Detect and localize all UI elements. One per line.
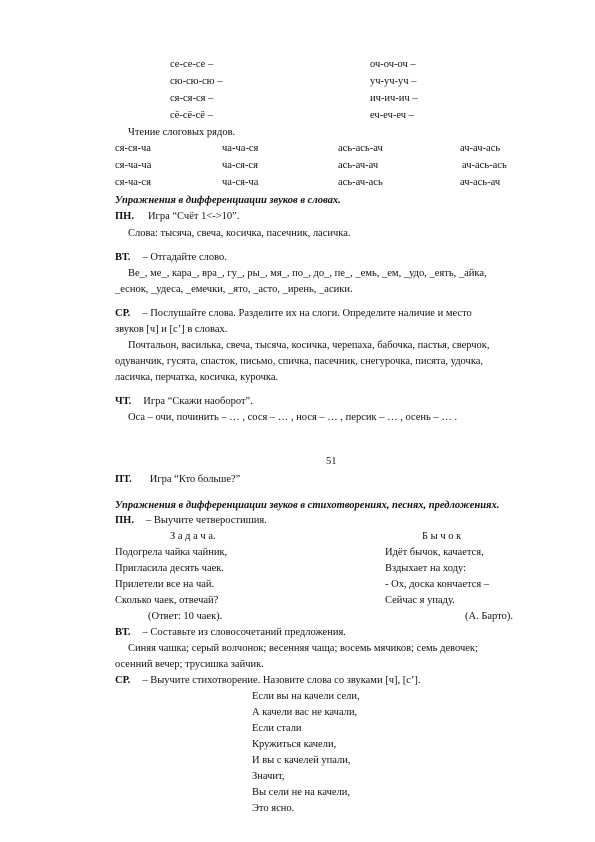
day-label: ВТ.	[115, 252, 131, 263]
task-text: – Выучите стихотворение. Назовите слова со звуками [ч], [с’].	[142, 675, 421, 686]
day-label: ВТ.	[115, 627, 131, 638]
poem-line: Вздыхает на ходу:	[385, 563, 467, 574]
day-cht	[115, 395, 253, 409]
task-text: Игра “Кто больше?”	[149, 474, 241, 485]
task-text: звуков [ч] и [с’] в словах.	[115, 324, 228, 335]
poem-title-right: Б ы ч о к	[422, 531, 462, 542]
syllable-right-2: уч-уч-уч –	[370, 76, 417, 87]
task-line: Синяя чашка; серый волчонок; весенняя чаща; восемь мячиков; семь девочек;	[128, 643, 478, 654]
day-label: ПН.	[115, 211, 134, 222]
reading-cell: ась-ась-ач	[338, 143, 383, 154]
poem-line: Значит,	[252, 771, 285, 782]
task-line: осенний вечер; трусишка зайчик.	[115, 659, 264, 670]
day-pn	[115, 210, 239, 224]
poem-line: А качели вас не качали,	[252, 707, 358, 718]
poem-line: Пригласила десять чаек.	[115, 563, 225, 574]
reading-cell: ся-ча-ся	[115, 177, 151, 188]
word-list: _еснок, _удеса, _емечки, _ято, _асто, _ирень, _асики.	[115, 284, 353, 295]
day-pt	[115, 473, 240, 487]
poem-line: Если стали	[252, 723, 302, 734]
poem-line: Прилетели все на чай.	[115, 579, 215, 590]
task-text: – Послушайте слова. Разделите их на слоги. Определите наличие и место	[142, 308, 472, 319]
poem-line: Сколько чаек, отвечай?	[115, 595, 219, 606]
poem-line: Идёт бычок, качается,	[385, 547, 484, 558]
task-text: Игра “Счёт 1<->10”.	[147, 211, 240, 222]
word-list: одуванчик, гусята, спасток, письмо, спичка, пасечник, снегурочка, писята, удочка,	[115, 356, 484, 367]
task-text: – Выучите четверостишия.	[145, 515, 267, 526]
reading-cell: ся-ча-ча	[115, 160, 152, 171]
poem-line: Если вы на качели сели,	[252, 691, 360, 702]
syllable-left-4: сё-сё-сё –	[170, 110, 213, 121]
syllable-left-3: ся-ся-ся –	[170, 93, 214, 104]
day-label: ЧТ.	[115, 396, 132, 407]
reading-title: Чтение слоговых рядов.	[128, 127, 236, 138]
syllable-right-3: ич-ич-ич –	[370, 93, 418, 104]
poem-line: Подогрела чайка чайник,	[115, 547, 228, 558]
syllable-left-1: се-се-се –	[170, 59, 214, 70]
reading-cell: ась-ач-ась	[338, 177, 383, 188]
poem-line: И вы с качелей упали,	[252, 755, 351, 766]
day-sr	[115, 674, 421, 688]
task-text: – Составьте из словосочетаний предложения.	[142, 627, 346, 638]
reading-cell: ач-ась-ась	[462, 160, 507, 171]
reading-cell: ча-ча-ся	[222, 143, 259, 154]
task-text: – Отгадайте слово.	[142, 252, 227, 263]
word-list: ласичка, перчатка, косичка, курочка.	[115, 372, 279, 383]
reading-cell: ся-ся-ча	[115, 143, 151, 154]
page-number: 51	[326, 456, 337, 467]
poem-author: (А. Барто).	[465, 611, 513, 622]
reading-cell: ча-ся-ся	[222, 160, 258, 171]
task-text: Игра “Скажи наоборот”.	[143, 396, 253, 407]
reading-cell: ась-ач-ач	[338, 160, 379, 171]
day-label: СР.	[115, 308, 131, 319]
poem-title-left: З а д а ч а.	[170, 531, 216, 542]
word-list: Ве_, ме_, кара_, вра_, гу_, ры_, мя_, по_, до_, пе_, _емь, _ем, _удо, _еять, _айка,	[128, 268, 487, 279]
poem-line: - Ох, доска кончается –	[385, 579, 490, 590]
day-sr	[115, 307, 472, 321]
word-list: Слова: тысяча, свеча, косичка, пасечник, ласичка.	[128, 228, 351, 239]
reading-cell: ач-ач-ась	[460, 143, 501, 154]
day-label: ПН.	[115, 515, 134, 526]
poem-answer: (Ответ: 10 чаек).	[148, 611, 223, 622]
section-title-poems: Упражнения в дифференциации звуков в стихотворениях, песнях, предложениях.	[115, 500, 500, 511]
poem-line: Вы сели не на качели,	[252, 787, 351, 798]
word-list: Оса – очи, починить – … , сося – … , нося – … , персик – … , осень – … .	[128, 412, 458, 423]
poem-line: Кружиться качели,	[252, 739, 337, 750]
syllable-right-4: еч-еч-еч –	[370, 110, 414, 121]
poem-line: Это ясно.	[252, 803, 295, 814]
poem-line: Сейчас я упаду.	[385, 595, 455, 606]
syllable-left-2: сю-сю-сю –	[170, 76, 223, 87]
day-pn	[115, 514, 267, 528]
day-vt	[115, 626, 346, 640]
reading-cell: ча-ся-ча	[222, 177, 259, 188]
day-label: СР.	[115, 675, 131, 686]
reading-cell: ач-ась-ач	[460, 177, 501, 188]
section-title-words: Упражнения в дифференциации звуков в словах.	[115, 195, 341, 206]
day-label: ПТ.	[115, 474, 132, 485]
day-vt	[115, 251, 227, 265]
syllable-right-1: оч-оч-оч –	[370, 59, 416, 70]
word-list: Почтальон, василька, свеча, тысяча, косичка, черепаха, бабочка, пастья, сверчок,	[128, 340, 490, 351]
